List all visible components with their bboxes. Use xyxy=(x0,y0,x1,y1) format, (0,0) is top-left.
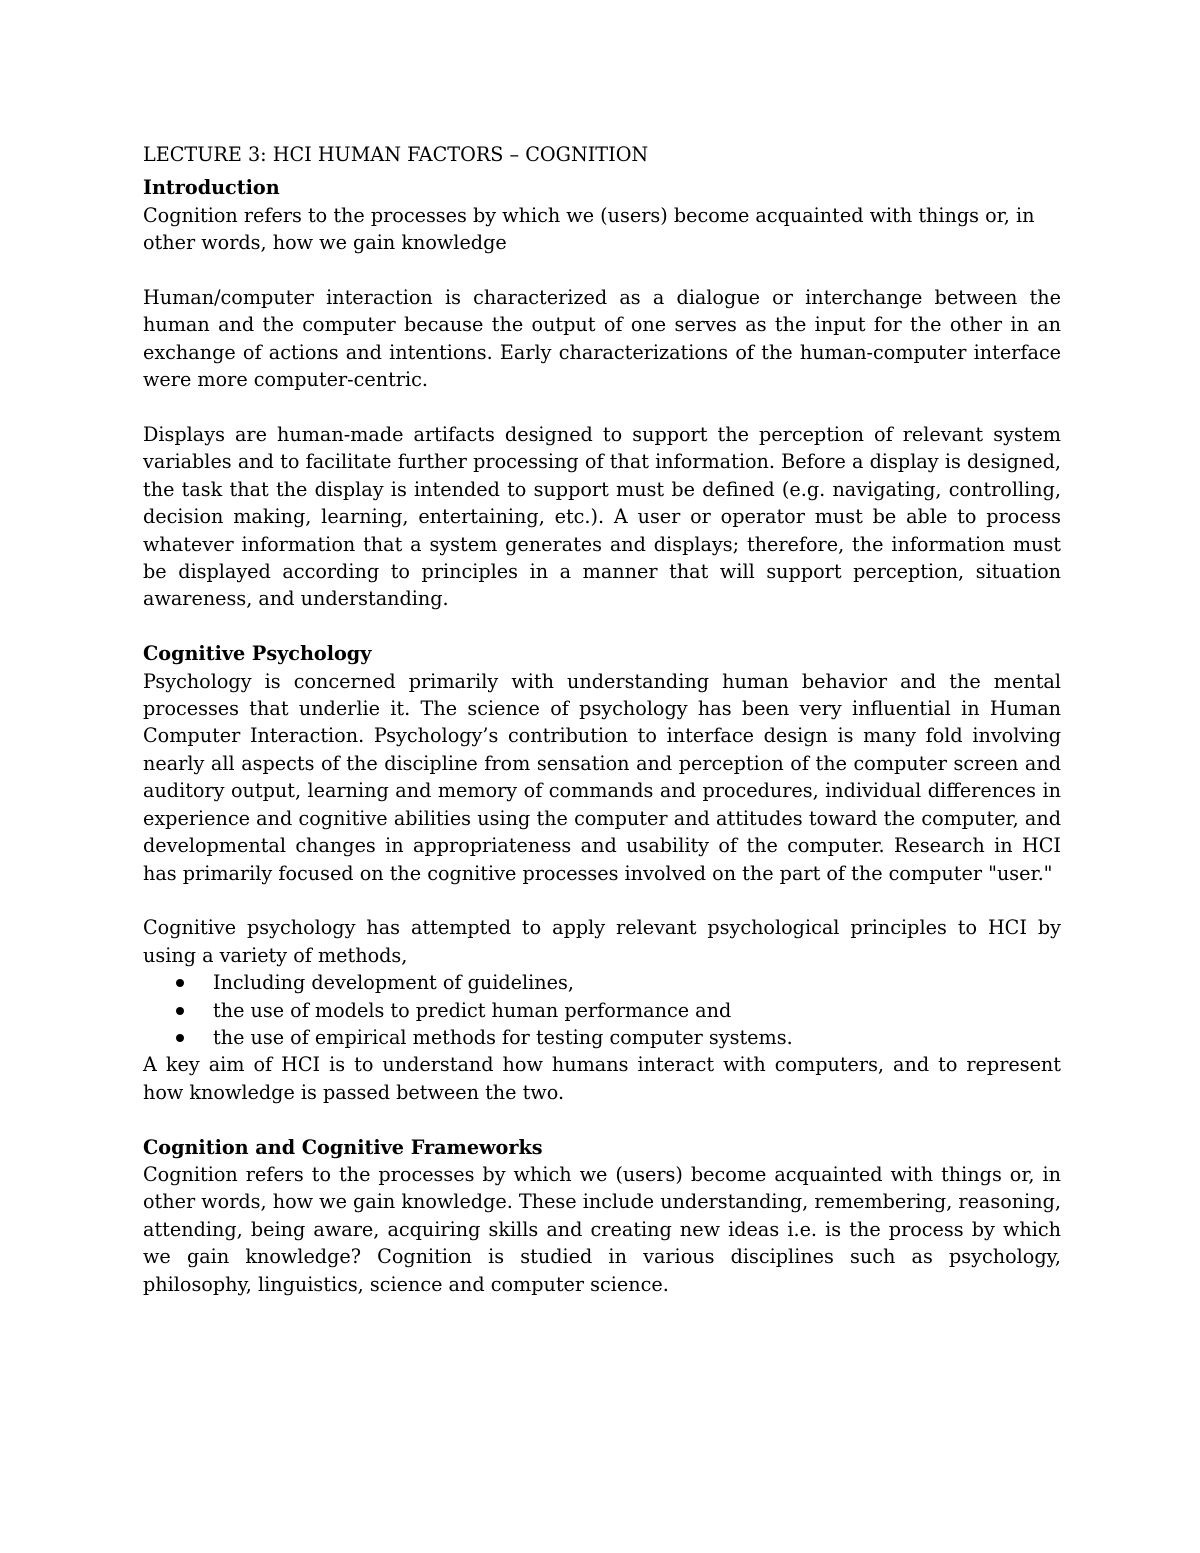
intro-paragraph-1: Cognition refers to the processes by which we (users) become acquainted with things or, in other words, how we gain knowledge xyxy=(143,203,1035,255)
paragraph-gap xyxy=(143,613,1061,640)
frameworks-paragraph-1: Cognition refers to the processes by which we (users) become acquainted with things or, in other words, how we gain knowledge. These include understanding, remembering, reasoning, attending, being aware, acquiring skills and creating new ideas i.e. is the process by which we gain knowledge? Cognition is studied in various disciplines such as psychology, philosophy, linguistics, science and computer science. xyxy=(143,1162,1061,1296)
intro-paragraph-2: Human/computer interaction is characterized as a dialogue or interchange between the human and the computer because the output of one serves as the input for the other in an exchange of actions and intentions. Early characterizations of the human-computer interface were more computer-centric. xyxy=(143,286,1061,392)
section-heading-cognitive-frameworks: Cognition and Cognitive Frameworks xyxy=(143,1135,543,1159)
document-title: LECTURE 3: HCI HUMAN FACTORS – COGNITION xyxy=(143,143,649,166)
document-page xyxy=(143,141,1061,1298)
paragraph-gap xyxy=(143,887,1061,914)
bullet-text: Including development of guidelines, xyxy=(213,971,574,995)
bullet-item xyxy=(143,997,1061,1024)
bullet-icon xyxy=(176,1007,184,1015)
psychology-closing-paragraph: A key aim of HCI is to understand how humans interact with computers, and to represent how knowledge is passed between the two. xyxy=(143,1053,1061,1104)
paragraph-gap xyxy=(143,257,1061,284)
psychology-paragraph-1: Psychology is concerned primarily with understanding human behavior and the mental processes that underlie it. The science of psychology has been very influential in Human Computer Interaction. Psychology’s contribution to interface design is many fold involving nearly all aspects of the discipline from sensation and perception of the computer screen and auditory output, learning and memory of commands and procedures, individual differences in experience and cognitive abilities using the computer and attitudes toward the computer, and developmental changes in appropriateness and usability of the computer. Research in HCI has primarily focused on the cognitive processes involved on the part of the computer "user." xyxy=(143,669,1061,885)
section-heading-introduction: Introduction xyxy=(143,176,280,200)
section-heading-cognitive-psychology: Cognitive Psychology xyxy=(143,642,372,666)
bullet-icon xyxy=(176,979,184,987)
bullet-text: the use of models to predict human performance and xyxy=(213,998,732,1022)
bullet-item xyxy=(143,1024,1061,1051)
psychology-paragraph-2: Cognitive psychology has attempted to apply relevant psychological principles to HCI by using a variety of methods, xyxy=(143,916,1061,967)
methods-bullet-list xyxy=(143,969,1061,1051)
paragraph-gap xyxy=(143,1106,1061,1133)
bullet-icon xyxy=(176,1034,184,1042)
paragraph-gap xyxy=(143,394,1061,421)
bullet-text: the use of empirical methods for testing computer systems. xyxy=(213,1025,793,1049)
bullet-item xyxy=(143,969,1061,996)
intro-paragraph-3: Displays are human-made artifacts designed to support the perception of relevant system variables and to facilitate further processing of that information. Before a display is designed, the task that the display is intended to support must be defined (e.g. navigating, controlling, decision making, learning, entertaining, etc.). A user or operator must be able to process whatever information that a system generates and displays; therefore, the information must be displayed according to principles in a manner that will support perception, situation awareness, and understanding. xyxy=(143,423,1061,611)
